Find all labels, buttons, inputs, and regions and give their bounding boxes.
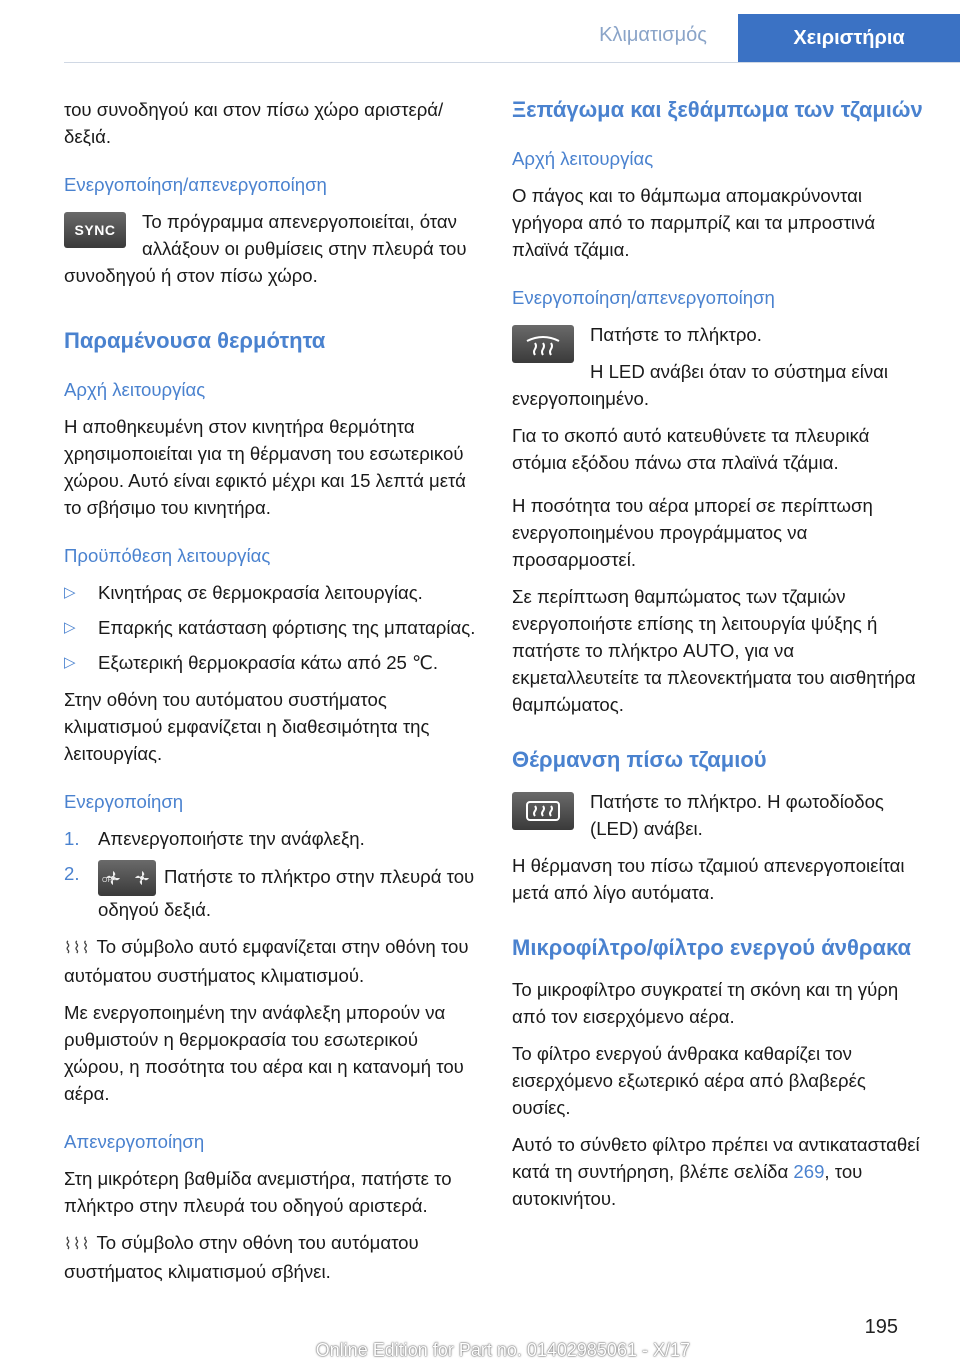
windshield-defrost-button-icon: [512, 325, 574, 363]
symbol-off-text: ⌇⌇⌇ Το σύμβολο στην οθόνη του αυτόματου συστήματος κλιματισμού σβήνει.: [64, 1232, 419, 1282]
list-item: ▷ Επαρκής κατάσταση φόρτισης της μπαταρίας.: [64, 614, 478, 641]
activation-heading: Ενεργοποίηση: [64, 791, 184, 812]
fan-icon: [134, 870, 150, 886]
rear-press-text: Πατήστε το πλήκτρο. Η φωτοδίοδος (LED) ανάβει.: [590, 791, 884, 839]
list-item: ▷ Κινητήρας σε θερμοκρασία λειτουργίας.: [64, 579, 478, 606]
edition-watermark: Online Edition for Part no. 01402985061 - X/17: [315, 1340, 690, 1360]
page-footer: [0, 1310, 960, 1362]
fan-off-button-icon: OFF: [98, 860, 156, 896]
heat-symbol-icon: ⌇⌇⌇: [64, 1236, 91, 1253]
air-amount-text: Η ποσότητα του αέρα μπορεί σε περίπτωση ενεργοποιημένου προγράμματος να προσαρμοστεί.: [512, 495, 873, 570]
list-item: 2. OFF Πατήστε το πλήκτρο στην πλευρά του οδηγού δεξιά.: [64, 860, 478, 923]
defog-principle-heading: Αρχή λειτουργίας: [512, 148, 654, 169]
chapter-tab[interactable]: Κλιματισμός: [599, 24, 707, 46]
ignition-text: Με ενεργοποιημένη την ανάφλεξη μπορούν να ρυθμιστούν η θερμοκρασία του εσωτερικού χώρου, η ποσότητα του αέρα και η κατανομή του αέρα.: [64, 1002, 464, 1104]
list-item: ▷ Εξωτερική θερμοκρασία κάτω από 25 ℃.: [64, 649, 478, 676]
left-column: [64, 96, 478, 1295]
filter-text-2: Το φίλτρο ενεργού άνθρακα καθαρίζει τον εισερχόμενο εξωτερικό αέρα από βλαβερές ουσίες.: [512, 1043, 866, 1118]
triangle-bullet-icon: ▷: [64, 619, 76, 636]
defog-title: Ξεπάγωμα και ξεθάμπωμα των τζαμιών: [512, 97, 923, 122]
sync-text: Το πρόγραμμα απενεργοποιείται, όταν αλλάξουν οι ρυθμίσεις στην πλευρά του συνοδηγού ή στον πίσω χώρο.: [64, 211, 467, 286]
page-header: [0, 0, 960, 62]
rear-defrost-block: [512, 788, 924, 852]
press-key-text: Πατήστε το πλήκτρο.: [590, 324, 762, 345]
rear-off-text: Η θέρμανση του πίσω τζαμιού απενεργοποιείται μετά από λίγο αυτόματα.: [512, 855, 905, 903]
intro-text: του συνοδηγού και στον πίσω χώρο αριστερά/δεξιά.: [64, 99, 444, 147]
residual-principle-heading: Αρχή λειτουργίας: [64, 379, 206, 400]
defog-principle-text: Ο πάγος και το θάμπωμα απομακρύνονται γρήγορα από το παρμπρίζ και τα μπροστινά πλαϊνά τζάμια.: [512, 185, 876, 260]
page-number: 195: [864, 1316, 898, 1338]
triangle-bullet-icon: ▷: [64, 654, 76, 671]
sync-activation-heading: Ενεργοποίηση/απενεργοποίηση: [64, 174, 327, 195]
prerequisite-heading: Προϋπόθεση λειτουργίας: [64, 545, 271, 566]
sync-block: [64, 208, 478, 299]
residual-heat-title: Παραμένουσα θερμότητα: [64, 328, 326, 353]
rear-window-title: Θέρμανση πίσω τζαμιού: [512, 747, 767, 772]
rear-defrost-button-icon: [512, 792, 574, 830]
right-column: [512, 96, 924, 1222]
triangle-bullet-icon: ▷: [64, 584, 76, 601]
rear-defrost-icon: [523, 798, 563, 824]
prerequisite-list: [64, 579, 478, 676]
defog-activation-heading: Ενεργοποίηση/απενεργοποίηση: [512, 287, 775, 308]
deactivation-heading: Απενεργοποίηση: [64, 1131, 205, 1152]
prerequisite-note: Στην οθόνη του αυτόματου συστήματος κλιματισμού εμφανίζεται η διαθεσιμότητα της λειτουργίας.: [64, 689, 430, 764]
direct-vents-text: Για το σκοπό αυτό κατευθύνετε τα πλευρικά στόμια εξόδου πάνω στα πλαϊνά τζάμια.: [512, 425, 870, 473]
windshield-defrost-icon: [523, 331, 563, 357]
filter-text-3: Αυτό το σύνθετο φίλτρο πρέπει να αντικατασταθεί κατά τη συντήρηση, βλέπε σελίδα 269, του αυτοκινήτου.: [512, 1134, 920, 1209]
activation-steps: [64, 825, 478, 923]
heat-symbol-icon: ⌇⌇⌇: [64, 940, 91, 957]
led-text: Η LED ανάβει όταν το σύστημα είναι ενεργοποιημένο.: [512, 361, 888, 409]
deactivation-text: Στη μικρότερη βαθμίδα ανεμιστήρα, πατήστε το πλήκτρο στην πλευρά του οδηγού αριστερά.: [64, 1168, 452, 1216]
header-divider: [64, 62, 960, 63]
section-tab-active[interactable]: Χειριστήρια: [738, 14, 960, 62]
residual-principle-text: Η αποθηκευμένη στον κινητήρα θερμότητα χρησιμοποιείται για τη θέρμανση του εσωτερικού χώρου. Αυτό είναι εφικτό μέχρι και 15 λεπτά μετά το σβήσιμο του κινητήρα.: [64, 416, 466, 518]
filter-text-1: Το μικροφίλτρο συγκρατεί τη σκόνη και τη γύρη από τον εισερχόμενο αέρα.: [512, 979, 899, 1027]
symbol-appears-text: ⌇⌇⌇ Το σύμβολο αυτό εμφανίζεται στην οθόνη του αυτόματου συστήματος κλιματισμού.: [64, 936, 469, 986]
filter-title: Μικροφίλτρο/φίλτρο ενεργού άνθρακα: [512, 935, 912, 960]
fogging-text: Σε περίπτωση θαμπώματος των τζαμιών ενεργοποιήστε επίσης τη λειτουργία ψύξης ή πατήστε το πλήκτρο AUTO, για να εκμεταλλευτείτε τα πλεονεκτήματα του αισθητήρα θαμπώματος.: [512, 586, 916, 715]
list-item: 1. Απενεργοποιήστε την ανάφλεξη.: [64, 828, 365, 849]
page-link-269[interactable]: 269: [793, 1161, 825, 1182]
sync-button-icon: SYNC: [64, 212, 126, 248]
defrost-block: [512, 321, 924, 422]
